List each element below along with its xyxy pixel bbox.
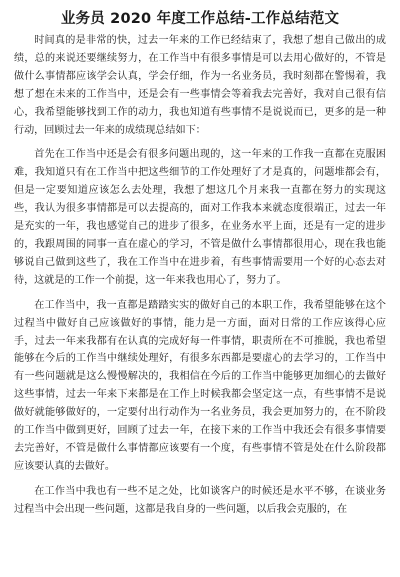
document-title: 业务员 2020 年度工作总结-工作总结范文: [60, 11, 340, 27]
paragraph-4: 在工作当中我也有一些不足之处，比如谈客户的时候还是水平不够，在谈业务过程当中会出现一些问题，这都是我自身的一些问题，以后我会克服的，在: [14, 485, 386, 515]
paragraph-1: 时间真的是非常的快，过去一年来的工作已经结束了，我想了想自己做出的成绩，总的来说还要继续努力，在工作当中有很多事情是可以去用心做好的，不管是做什么事情都应该学会认真，学会仔细，作为一名业务员，我时刻都在警惕着，我想了想在未来的工作当中，还是会有一些事情会等着我去完善好，我对自己很有信心，我希望能够找到工作的动力，我也知道有些事情不是说说而已，更多的是一种行动，回顾过去一年来的成绩现总结如下：: [14, 35, 386, 136]
paragraph-3: 在工作当中，我一直都是踏踏实实的做好自己的本职工作，我希望能够在这个过程当中做好自己应该做好的事情，能力是一方面，面对日常的工作应该得心应手，过去一年来我都有在认真的完成好每一件事情，职责所在不可推脱，我也希望能够在今后的工作当中继续处理好，有很多东西都是要虚心的去学习的，工作当中有一些问题就是这么慢慢解决的，我相信在今后的工作当中能够更加细心的去做好这些事情，过去一年来下来都是在工作上时候我都会坚定这一点，有些事情不是说做好就能够做好的，一定要付出行动作为一名业务员，我会更加努力的，在不阶段的工作当中做到更好，回顾了过去一年，在接下来的工作当中我还会有很多事情要去完善好，不管是做什么事情都应该要有一个度，有些事情不管是处在什么阶段都应该要认真的去做好。: [14, 299, 386, 472]
paragraph-2: 首先在工作当中还是会有很多问题出现的，这一年来的工作我一直都在克服困难，我知道只有在工作当中把这些细节的工作处理好了才是真的，问题堆都会有，但是一定要知道应该怎么去处理，我想了想这几个月来我一直都在努力的实现这些，我认为很多事情都是可以去提高的，面对工作我本来就态度很端正，过去一年是充实的一年，我也感觉自己的进步了很多，在业务水平上面，还是有一定的进步的，我跟周围的同事一直在虚心的学习，不管是做什么事情都很用心，现在我也能够说自己做到这些了，我在工作当中在进步着，有些事情需要用一个好的心态去对待，这就是的工作一个前提，这一年来我也用心了，努力了。: [14, 149, 386, 286]
